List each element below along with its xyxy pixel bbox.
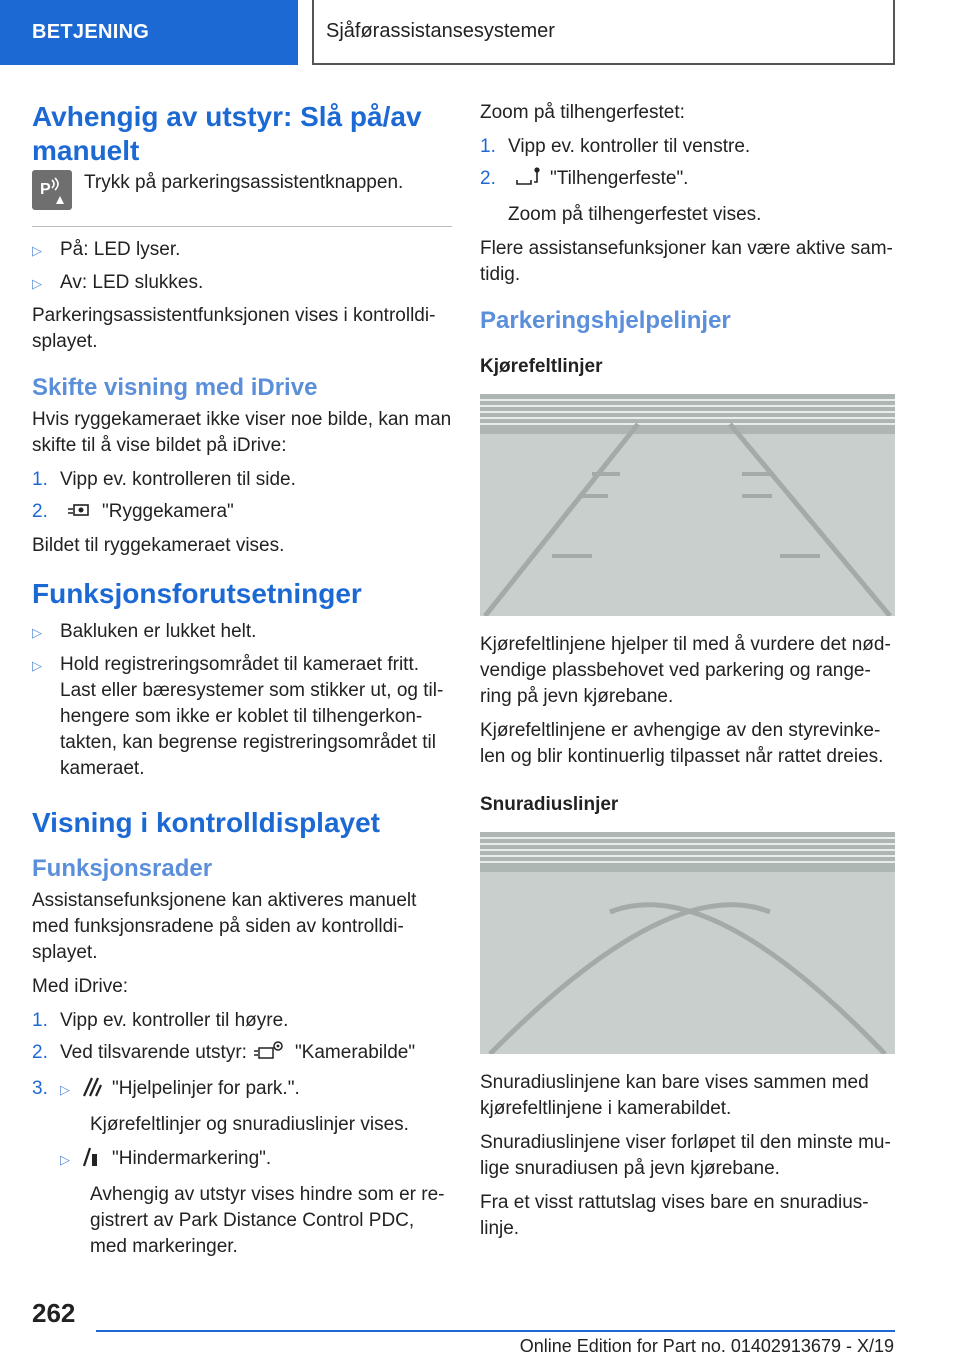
footer-rule [96, 1330, 895, 1332]
page-number: 262 [32, 1298, 76, 1328]
list-item: ▷ Bakluken er lukket helt. [32, 619, 452, 646]
triangle-bullet-icon: ▷ [32, 243, 42, 258]
left-column [32, 100, 452, 1268]
section-tab [0, 0, 298, 65]
rows-intro: Assistansefunksjonene kan aktiveres manuelt med funksjonsradene på siden av kontrolldi- splayet. [32, 890, 417, 963]
zoom-intro: Zoom på tilhengerfestet: [480, 102, 685, 123]
section-title: BETJENING [32, 21, 150, 43]
heading-display: Visning i kontrolldisplayet [32, 807, 380, 838]
right-column [480, 100, 896, 1250]
list-item: ▷ Av: LED slukkes. [32, 270, 452, 297]
turn-text-1: Snuradiuslinjene kan bare vises sammen med kjørefeltlinjene i kamerabildet. [480, 1072, 869, 1119]
with-idrive: Med iDrive: [32, 976, 129, 997]
zoom-result: Zoom på tilhengerfestet vises. [508, 204, 762, 225]
lane-text-2: Kjørefeltlinjene er avhengige av den styrevinke- len og blir kontinuerlig tilpasset når rattet dreies. [480, 720, 884, 767]
triangle-bullet-icon: ▷ [32, 625, 42, 640]
list-item: ▷ Hold registreringsområdet til kameraet fritt. Last eller bæresystemer som stikker ut, og til- hengere som ikke er koblet til tilhengerkon- takten, kan begrense registreringsområdet til kameraet. [32, 652, 452, 782]
heading-lane: Kjørefeltlinjer [480, 356, 603, 377]
press-button-text: Trykk på parkeringsassistentknappen. [84, 172, 404, 193]
triangle-bullet-icon: ▷ [32, 658, 42, 673]
triangle-bullet-icon: ▷ [60, 1082, 70, 1097]
heading-prereq: Funksjonsforutsetninger [32, 578, 362, 609]
list-item: ▷ På: LED lyser. [32, 237, 452, 264]
sub-a-text: Kjørefeltlinjer og snuradiuslinjer vises. [90, 1114, 409, 1135]
display-text: Parkeringsassistentfunksjonen vises i kontrolldi- splayet. [32, 305, 436, 352]
edition-note: Online Edition for Part no. 01402913679 - X/19 [519, 1336, 894, 1356]
heading-turn: Snuradiuslinjer [480, 794, 619, 815]
camera-icon [66, 499, 92, 527]
svg-text:P: P [40, 181, 51, 198]
list-item: 1. Vipp ev. kontrolleren til side. [32, 469, 296, 490]
lane-lines-illustration [480, 394, 895, 616]
switch-result: Bildet til ryggekameraet vises. [32, 535, 285, 556]
lane-text-1: Kjørefeltlinjene hjelper til med å vurdere det nød- vendige plassbehovet ved parkering og range- ring på jevn kjørebane. [480, 634, 891, 707]
guide-lines-icon [82, 1076, 102, 1106]
heading-rows: Funksjonsrader [32, 855, 213, 882]
list-item: 2. "Ryggekamera" [32, 499, 452, 527]
trailer-hitch-icon [514, 166, 540, 196]
turn-radius-illustration [480, 832, 895, 1054]
sub-b-text: Avhengig av utstyr vises hindre som er re- gistrert av Park Distance Control PDC, med markeringer. [90, 1184, 445, 1257]
heading-switch: Skifte visning med iDrive [32, 374, 318, 401]
turn-text-2: Snuradiuslinjene viser forløpet til den minste mu- lige snuradiusen på jevn kjørebane. [480, 1132, 891, 1179]
divider [32, 226, 452, 227]
obstacle-icon [82, 1146, 102, 1176]
chapter-title: Sjåførassistansesystemer [326, 20, 555, 42]
list-item: 2. "Tilhengerfeste". [480, 166, 896, 196]
triangle-bullet-icon: ▷ [60, 1152, 70, 1167]
list-item: ▷ "Hindermarkering". [60, 1146, 452, 1176]
list-item: 1. Vipp ev. kontroller til høyre. [32, 1010, 289, 1031]
button-instruction [32, 170, 452, 210]
chapter-header [312, 0, 895, 65]
list-item: 2. Ved tilsvarende utstyr: "Kamerabilde" [32, 1040, 452, 1070]
triangle-bullet-icon: ▷ [32, 276, 42, 291]
switch-intro: Hvis ryggekameraet ikke viser noe bilde, kan man skifte til å vise bildet på iDrive: [32, 409, 452, 456]
camera-settings-icon [253, 1040, 285, 1070]
turn-text-3: Fra et visst rattutslag vises bare en snuradius- linje. [480, 1192, 869, 1239]
heading-lines: Parkeringshjelpelinjer [480, 307, 731, 334]
multi-text: Flere assistansefunksjoner kan være aktive sam- tidig. [480, 238, 893, 285]
park-assist-icon [32, 170, 72, 210]
heading-manual: Avhengig av utstyr: Slå på/av manuelt [32, 101, 422, 166]
list-item: 1. Vipp ev. kontroller til venstre. [480, 136, 751, 157]
list-item: 3. ▷ "Hjelpelinjer for park.". [32, 1076, 452, 1106]
